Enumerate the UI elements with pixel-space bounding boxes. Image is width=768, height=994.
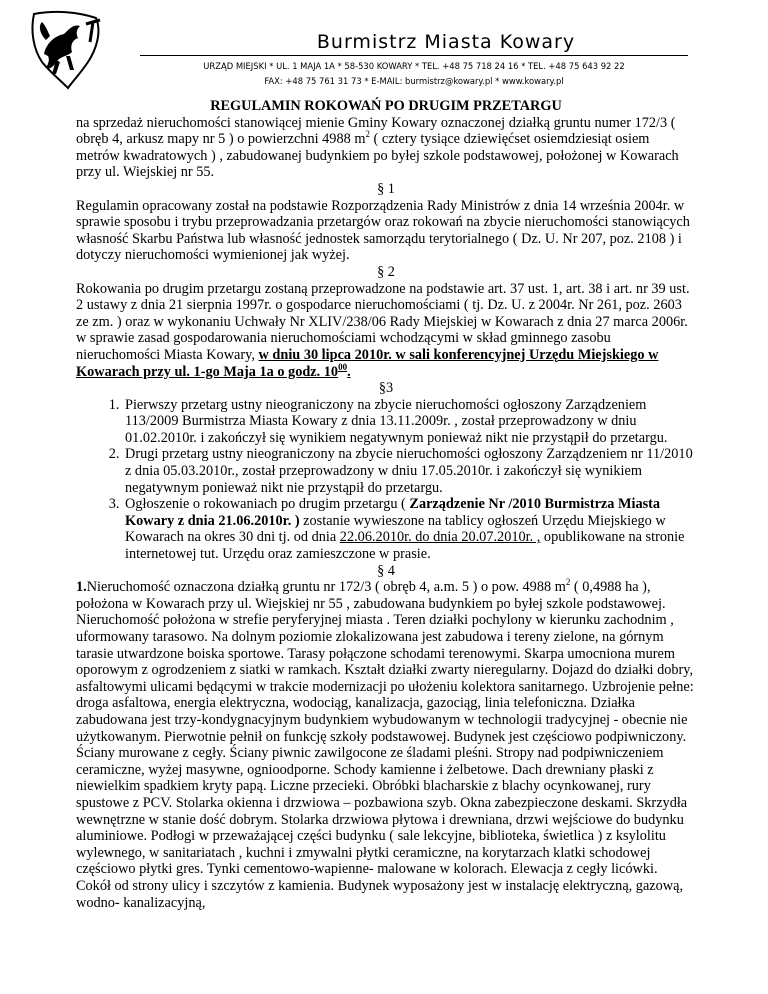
- list-item: 1. Pierwszy przetarg ustny nieograniczony na zbycie nieruchomości ogłoszony Zarządzeniem 113/2009 Burmistrza Miasta Kowary z dnia 13.11.2009r. , został przeprowadzony w dniu 01.02.2010r. i zakończył się wynikiem negatywnym ponieważ nikt nie przystąpił do przetargu.: [123, 397, 696, 447]
- list-item: [123, 496, 696, 562]
- section-2-text: Rokowania po drugim przetargu zostaną przeprowadzone na podstawie art. 37 ust. 1, art. 38 i art. nr 39 ust. 2 ustawy z dnia 21 sierpnia 1997r. o gospodarce nieruchomościami ( tj. Dz. U. z 2004r. Nr 261, poz. 2603 ze zm. ) oraz w wykonaniu Uchwały Nr XLIV/238/06 Rady Miejskiej w Kowarach z dnia 27 marca 2006r. w sprawie zasad gospodarowania nieruchomościami wchodzącymi w skład gminnego zasobu nieruchomości Miasta Kowary,: [76, 280, 690, 363]
- header-title: Burmistrz Miasta Kowary: [316, 31, 576, 53]
- section-2-paragraph: [76, 281, 696, 381]
- header-divider: [140, 55, 688, 56]
- section-4-number: 1.: [76, 579, 87, 596]
- section-3-list: [76, 397, 696, 563]
- section-4-superscript: 2: [565, 577, 571, 588]
- section-2-date: w dniu 30 lipca 2010r. w sali konferencyjnej Urzędu: [258, 346, 578, 363]
- section-1-text: Regulamin opracowany został na podstawie Rozporządzenia Rady Ministrów z dnia 14 września 2004r. w sprawie sposobu i trybu przeprowadzania przetargów oraz rokowań na zbycie nieruchomości stanowiących własność Skarbu Państwa lub własność jednostek samorządu terytorialnego ( Dz. U. Nr 207, poz. 2108 ) i dotyczy nieruchomości wymienionej jak wyżej.: [76, 197, 690, 264]
- intro-text-b: ( cztery tysiące dziewięćset osiemdziesiąt osiem metrów kwadratowych ) , zabudowanej budynkiem po byłej szkole podstawowej, położonej w Kowarach przy ul. Wiejskiej nr 55.: [76, 131, 679, 181]
- intro-text-a: na sprzedaż nieruchomości stanowiącej mienie Gminy Kowary oznaczonej działką gruntu numer 172/3 ( obręb 4, arkusz mapy nr 5 ) o powierzchni 4988 m: [76, 114, 676, 148]
- document-title: REGULAMIN ROKOWAŃ PO DRUGIM PRZETARGU: [210, 98, 562, 114]
- kowary-coat-of-arms-logo: [16, 10, 132, 90]
- section-2-place-time: Miejskiego w Kowarach przy ul. 1-go Maja 1a o godz. 10: [76, 346, 659, 380]
- section-2-heading: § 2: [377, 263, 395, 280]
- intro-superscript: 2: [365, 129, 370, 140]
- section-4-text-a: Nieruchomość oznaczona działką gruntu nr 172/3 ( obręb 4, a.m. 5 ) o pow. 4988 m: [86, 579, 566, 596]
- document-body: [76, 98, 696, 911]
- item-3-text-b: zostanie wywieszone na tablicy ogłoszeń Urzędu Miejskiego w Kowarach na okres 30 dni tj. od dnia: [125, 512, 666, 546]
- header-address: URZĄD MIEJSKI * UL. 1 MAJA 1A * 58-530 KOWARY * TEL. +48 75 718 24 16 * TEL. +48 75 643 92 22: [203, 61, 625, 71]
- item-3-text-c: opublikowane na stronie internetowej tut. Urzędu oraz zamieszczone w prasie.: [125, 529, 685, 563]
- item-3-ordinance: Zarządzenie Nr /2010 Burmistrza Miasta Kowary z dnia 21.06.2010r. ): [125, 496, 661, 529]
- intro-paragraph: [76, 115, 696, 181]
- section-4-text-b: ( 0,4988 ha ), położona w Kowarach przy ul. Wiejskiej nr 55 , zabudowana budynkiem po byłej szkole podstawowej. Nieruchomość położona w strefie peryferyjnej miasta . Teren działki pochylony w kierunku zachodnim , uformowany tarasowo. Na dolnym poziomie zlokalizowana jest zabudowa i tereny zielone, na górnym tarasie utwardzone boiska sportowe. Tarasy połączone schodami terenowymi. Skarpa umocniona murem oporowym z ogrodzeniem z siatki w ramkach. Kształt działki zwarty nieregularny. Dojazd do działki dobry, asfaltowymi ulicami będącymi w trakcie modernizacji po ułożeniu kolektora sanitarnego. Uzbrojenie pełne: droga asfaltowa, energia elektryczna, wodociąg, kanalizacja, gazociąg, linia telefoniczna. Działka zabudowana jest trzy-kondygnacyjnym budynkiem wybudowanym w technologii tradycyjnej - obecnie nie użytkowanym. Pierwotnie pełnił on funkcję szkoły podstawowej. Budynek jest częściowo podpiwniczony. Ściany murowane z cegły. Ściany piwnic zawilgocone ze śladami pleśni. Stropy nad podpiwniczeniem ceramiczne, wyżej masywne, ognioodporne. Schody kamienne i żelbetowe. Dach drewniany płaski z niewielkim spadkiem kryty papą. Liczne przecieki. Obróbki blacharskie z blachy ocynkowanej, rury spustowe z PCV. Stolarka okienna i drzwiowa – pozbawiona szyb. Okna zabezpieczone deskami. Skrzydła wewnętrzne w stanie dość dobrym. Stolarka drzwiowa płytowa i drewniana, drzwi wejściowe do budynku aluminiowe. Podłogi w przeważającej części budynku ( sale lekcyjne, biblioteka, świetlica ) z ksylolitu wylewnego, w sanitariatach , kuchni i zmywalni płytki ceramiczne, na korytarzach klatki schodowej częściowo płytki gres. Tynki cementowo-wapienne- malowane w kolorach. Elewacja z cegły licówki. Cokół od strony ulicy i szczytów z kamienia. Budynek wyposażony jest w instalację elektryczną, gazową, wodno- kanalizacyjną,: [76, 579, 694, 911]
- item-3-period: 22.06.2010r. do dnia 20.07.2010r. ,: [339, 529, 541, 546]
- list-item: 2. Drugi przetarg ustny nieograniczony na zbycie nieruchomości ogłoszony Zarządzeniem nr 11/2010 z dnia 05.03.2010r., został przeprowadzony w dniu 17.05.2010r. i zakończył się wynikiem negatywnym ponieważ nikt nie przystąpił do przetargu.: [123, 446, 696, 496]
- section-3-heading: §3: [378, 380, 394, 397]
- section-2-time-superscript: 00: [338, 361, 348, 372]
- section-1-heading: § 1: [377, 180, 395, 197]
- section-2-end: .: [347, 363, 351, 380]
- section-4-paragraph: [76, 579, 696, 911]
- section-4-heading: § 4: [377, 562, 395, 579]
- item-3-text-a: Ogłoszenie o rokowaniach po drugim przetargu (: [125, 496, 410, 513]
- header-contact: FAX: +48 75 761 31 73 * E-MAIL: burmistrz@kowary.pl * www.kowary.pl: [264, 76, 564, 86]
